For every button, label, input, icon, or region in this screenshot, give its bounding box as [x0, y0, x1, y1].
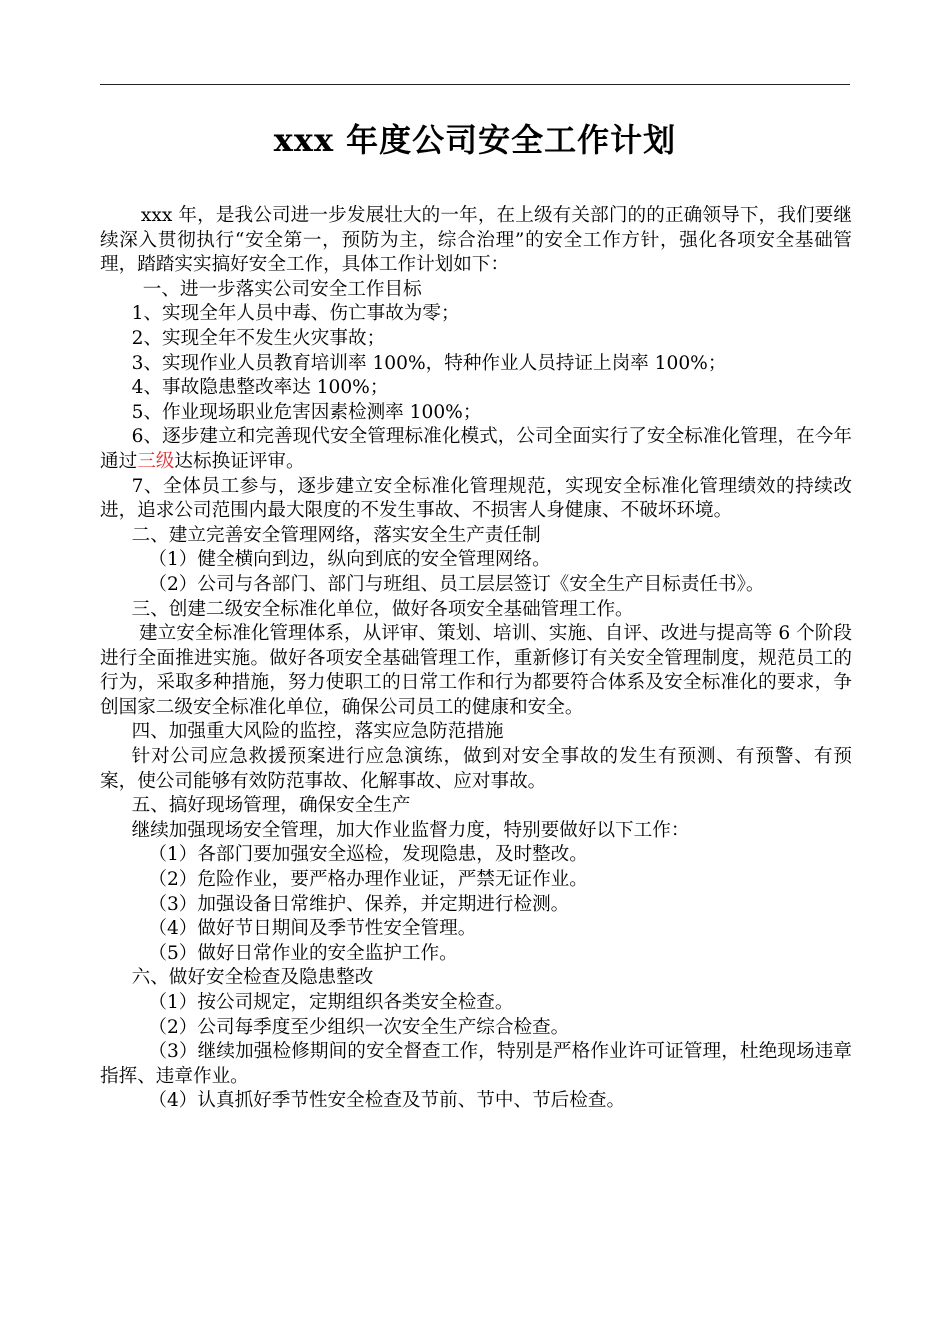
section-4-body: 针对公司应急救援预案进行应急演练，做到对安全事故的发生有预测、有预警、有预案，使公司能够有效防范事故、化解事故、应对事故。: [100, 746, 852, 792]
section-5-heading: 五、搞好现场管理，确保安全生产: [131, 795, 411, 817]
highlighted-level: 三级: [137, 450, 175, 472]
item-6-text-end: 达标换证评审。: [174, 450, 305, 472]
header-rule: [100, 84, 850, 85]
document-title: xxx 年度公司安全工作计划: [273, 121, 677, 159]
list-item-7: 7、全体员工参与，逐步建立安全标准化管理规范，实现安全标准化管理绩效的持续改进，追求公司范围内最大限度的不发生事故、不损害人身健康、不破坏环境。: [100, 475, 852, 522]
list-item: （3）继续加强检修期间的安全督查工作，特别是严格作业许可证管理，杜绝现场违章指挥、违章作业。: [100, 1041, 852, 1087]
list-item: 3、实现作业人员教育培训率 100%，特种作业人员持证上岗率 100%；: [131, 352, 727, 374]
list-item: 1、实现全年人员中毒、伤亡事故为零；: [131, 303, 460, 325]
section-6-heading: 六、做好安全检查及隐患整改: [131, 967, 374, 989]
list-item: （5）做好日常作业的安全监护工作。: [148, 942, 458, 964]
list-item: 4、事故隐患整改率达 100%；: [131, 377, 389, 399]
document-body: [100, 204, 852, 1114]
section-4-heading: 四、加强重大风险的监控，落实应急防范措施: [131, 721, 504, 743]
list-item: 5、作业现场职业危害因素检测率 100%；: [131, 401, 482, 423]
list-item: （4）认真抓好季节性安全检查及节前、节中、节后检查。: [148, 1090, 626, 1112]
list-item: （1）按公司规定，定期组织各类安全检查。: [148, 992, 514, 1013]
list-item: （3）加强设备日常维护、保养，并定期进行检测。: [148, 893, 570, 915]
intro-paragraph: xxx 年，是我公司进一步发展壮大的一年，在上级有关部门的的正确领导下，我们要继续深入贯彻执行“安全第一，预防为主，综合治理”的安全工作方针，强化各项安全基础管理，踏踏实实搞好安全工作，具体工作计划如下：: [100, 205, 852, 276]
list-item: （1）各部门要加强安全巡检，发现隐患，及时整改。: [148, 844, 588, 866]
list-item: （1）健全横向到边，纵向到底的安全管理网络。: [148, 549, 551, 571]
list-item-6: [100, 425, 852, 474]
list-item: 2、实现全年不发生火灾事故；: [131, 327, 386, 349]
section-3-body: 建立安全标准化管理体系，从评审、策划、培训、实施、自评、改进与提高等 6 个阶段进行全面推进实施。做好各项安全基础管理工作，重新修订有关安全管理制度，规范员工的行为，采取多种措施，努力使职工的日常工作和行为都要符合体系及安全标准化的要求，争创国家二级安全标准化单位，确保公司员工的健康和安全。: [100, 623, 852, 718]
section-3-heading: 三、创建二级安全标准化单位，做好各项安全基础管理工作。: [131, 598, 634, 620]
section-1-heading: 一、进一步落实公司安全工作目标: [142, 278, 422, 300]
section-2-heading: 二、建立完善安全管理网络，落实安全生产责任制: [131, 524, 541, 546]
section-5-intro: 继续加强现场安全管理，加大作业监督力度，特别要做好以下工作：: [131, 819, 690, 841]
list-item: （2）危险作业，要严格办理作业证，严禁无证作业。: [148, 869, 588, 891]
list-item: （4）做好节日期间及季节性安全管理。: [148, 918, 477, 940]
item-6-text: 6、逐步建立和完善现代安全管理标准化模式，公司全面实行了安全标准化管理，在今年通过: [100, 426, 852, 472]
list-item: （2）公司与各部门、部门与班组、员工层层签订《安全生产目标责任书》。: [148, 573, 765, 595]
list-item: （2）公司每季度至少组织一次安全生产综合检查。: [148, 1016, 570, 1038]
